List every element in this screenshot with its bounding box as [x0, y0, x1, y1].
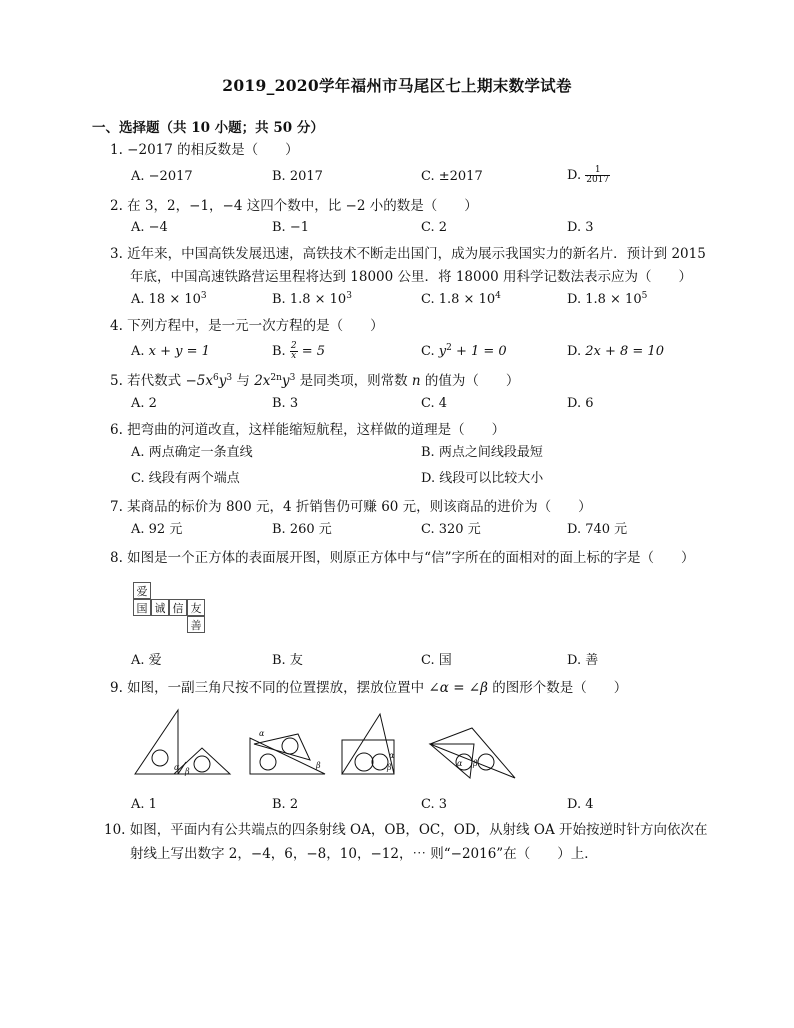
figure-4 — [430, 728, 515, 778]
q1-option-a: A. −2017 — [131, 169, 193, 184]
question-3-line-2: 年底，中国高速铁路营运里程将达到 18000 公里．将 18000 用科学记数法表示应为（ ） — [130, 269, 693, 285]
fig2-alpha: α — [259, 729, 265, 738]
q5-option-a: A. 2 — [131, 396, 157, 411]
net-cell-ai: 爱 — [133, 582, 151, 599]
q8-option-d: D. 善 — [567, 653, 599, 668]
fig4-alpha: α — [457, 759, 463, 768]
q9-stem-pre: 9. 如图，一副三角尺按不同的位置摆放，摆放位置中 — [110, 680, 429, 696]
q4-option-b — [272, 342, 325, 361]
net-cell-you: 友 — [187, 599, 205, 616]
q3-option-d — [567, 292, 647, 308]
q4-b-label: B. — [272, 344, 290, 359]
q4-option-d — [567, 344, 664, 360]
fig1-beta: β — [185, 767, 190, 776]
q3-option-a — [131, 292, 207, 308]
q4-option-c — [421, 344, 507, 360]
q9-option-a: A. 1 — [131, 797, 157, 812]
net-cell-shan: 善 — [187, 616, 205, 633]
q1-d-denominator: 2017 — [586, 175, 610, 185]
q5-term1-coef: −5x — [185, 373, 213, 389]
question-1-stem: 1. −2017 的相反数是（ ） — [110, 142, 299, 158]
triangle-rulers-figures — [130, 700, 520, 782]
q4-b-numerator: 2 — [290, 341, 297, 351]
q1-option-d-label: D. — [567, 168, 586, 183]
figure-3 — [342, 714, 395, 774]
q9-option-b: B. 2 — [272, 797, 299, 812]
question-10-line-2: 射线上写出数字 2，−4，6，−8，10，−12，⋯ 则“−2016”在（ ）上． — [130, 846, 598, 862]
fig3-beta: β — [387, 763, 392, 772]
fig1-alpha: α — [174, 763, 180, 772]
q9-angle-expression: ∠α = ∠β — [428, 680, 488, 696]
q5-option-d: D. 6 — [567, 396, 594, 411]
q3-d-exponent: 5 — [641, 291, 648, 301]
question-8-stem: 8. 如图是一个正方体的表面展开图，则原正方体中与“信”字所在的面相对的面上标的字是（ ） — [110, 550, 695, 566]
q4-d-label: D. — [567, 344, 586, 359]
q4-a-expression: x + y = 1 — [148, 344, 210, 359]
figure-1 — [135, 710, 230, 776]
question-3-line-1: 3. 近年来，中国高铁发展迅速，高铁技术不断走出国门，成为展示我国实力的新名片．预计到 2015 — [110, 246, 706, 262]
fig2-beta: β — [316, 761, 321, 770]
q5-stem-mid: 与 — [232, 373, 255, 389]
q3-b-exponent: 3 — [346, 291, 352, 301]
q6-option-a: A. 两点确定一条直线 — [131, 445, 253, 460]
q8-option-b: B. 友 — [272, 653, 303, 668]
q3-option-b — [272, 292, 352, 308]
q8-option-c: C. 国 — [421, 653, 452, 668]
q4-d-expression: 2x + 8 = 10 — [585, 344, 664, 359]
q9-option-c: C. 3 — [421, 797, 448, 812]
q8-option-a: A. 爱 — [131, 653, 162, 668]
q7-option-c: C. 320 元 — [421, 522, 481, 537]
q5-term1-exp2: 3 — [226, 373, 233, 383]
q5-option-b: B. 3 — [272, 396, 299, 411]
fig3-alpha: α — [389, 751, 395, 760]
q6-option-b: B. 两点之间线段最短 — [421, 445, 543, 460]
q4-b-fraction — [290, 342, 298, 361]
q4-c-label: C. — [421, 344, 439, 359]
q5-stem-post: 是同类项，则常数 — [295, 373, 412, 389]
net-cell-cheng: 诚 — [151, 599, 169, 616]
fig4-beta: β — [473, 759, 478, 768]
page-title: 2019_2020学年福州市马尾区七上期末数学试卷 — [222, 76, 572, 95]
q7-option-b: B. 260 元 — [272, 522, 332, 537]
q7-option-a: A. 92 元 — [131, 522, 183, 537]
q6-option-c: C. 线段有两个端点 — [131, 471, 240, 486]
question-6-stem: 6. 把弯曲的河道改直，这样能缩短航程，这样做的道理是（ ） — [110, 422, 506, 438]
question-2-stem: 2. 在 3，2，−1，−4 这四个数中，比 −2 小的数是（ ） — [110, 198, 478, 214]
q4-b-denominator: x — [291, 351, 297, 361]
q2-option-a: A. −4 — [131, 220, 168, 235]
q1-option-b: B. 2017 — [272, 169, 323, 184]
figure-2 — [250, 729, 325, 774]
q1-d-numerator: 1 — [585, 166, 610, 176]
q1-option-d-fraction — [585, 166, 610, 185]
q5-term1-exp1: 6 — [212, 373, 219, 383]
q2-option-c: C. 2 — [421, 220, 448, 235]
q5-option-c: C. 4 — [421, 396, 448, 411]
q5-term2-var: y — [281, 373, 290, 389]
q4-a-label: A. — [131, 344, 149, 359]
q3-option-c — [421, 292, 501, 308]
q3-c-exponent: 4 — [495, 291, 501, 301]
q5-term1-var: y — [218, 373, 227, 389]
q4-option-a — [131, 344, 210, 360]
q5-term2-exp2: 3 — [289, 373, 296, 383]
question-7-stem: 7. 某商品的标价为 800 元，4 折销售仍可赚 60 元，则该商品的进价为（ ） — [110, 499, 592, 515]
q4-c-base: y — [438, 344, 447, 359]
q2-option-b: B. −1 — [272, 220, 309, 235]
net-cell-guo: 国 — [133, 599, 151, 616]
q6-option-d: D. 线段可以比较大小 — [421, 471, 544, 486]
q2-option-d: D. 3 — [567, 220, 594, 235]
question-9-stem — [110, 680, 627, 696]
q5-term2-exp1: 2n — [270, 373, 282, 383]
q3-a-exponent: 3 — [200, 291, 207, 301]
q4-b-rest: = 5 — [297, 344, 325, 359]
net-cell-xin: 信 — [169, 599, 187, 616]
q5-term2-coef: 2x — [254, 373, 271, 389]
q4-c-rest: + 1 = 0 — [451, 344, 507, 359]
question-5-stem — [110, 373, 519, 389]
question-4-stem: 4. 下列方程中，是一元一次方程的是（ ） — [110, 318, 384, 334]
q3-b-base: B. 1.8 × 10 — [272, 292, 347, 307]
q7-option-d: D. 740 元 — [567, 522, 628, 537]
q9-option-d: D. 4 — [567, 797, 594, 812]
q5-stem-pre: 5. 若代数式 — [110, 373, 186, 389]
q5-variable-n: n — [411, 373, 421, 389]
q3-a-base: A. 18 × 10 — [131, 292, 201, 307]
q1-option-c: C. ±2017 — [421, 169, 483, 184]
q3-d-base: D. 1.8 × 10 — [567, 292, 642, 307]
q1-option-d — [567, 166, 610, 185]
question-10-line-1: 10. 如图，平面内有公共端点的四条射线 OA，OB，OC，OD，从射线 OA 开始按逆时针方向依次在 — [104, 822, 708, 838]
q4-c-exponent: 2 — [446, 343, 452, 353]
q3-c-base: C. 1.8 × 10 — [421, 292, 496, 307]
section-heading: 一、选择题（共 10 小题；共 50 分） — [92, 120, 324, 136]
q5-stem-end: 的值为（ ） — [420, 373, 520, 389]
q9-stem-post: 的图形个数是（ ） — [487, 680, 628, 696]
